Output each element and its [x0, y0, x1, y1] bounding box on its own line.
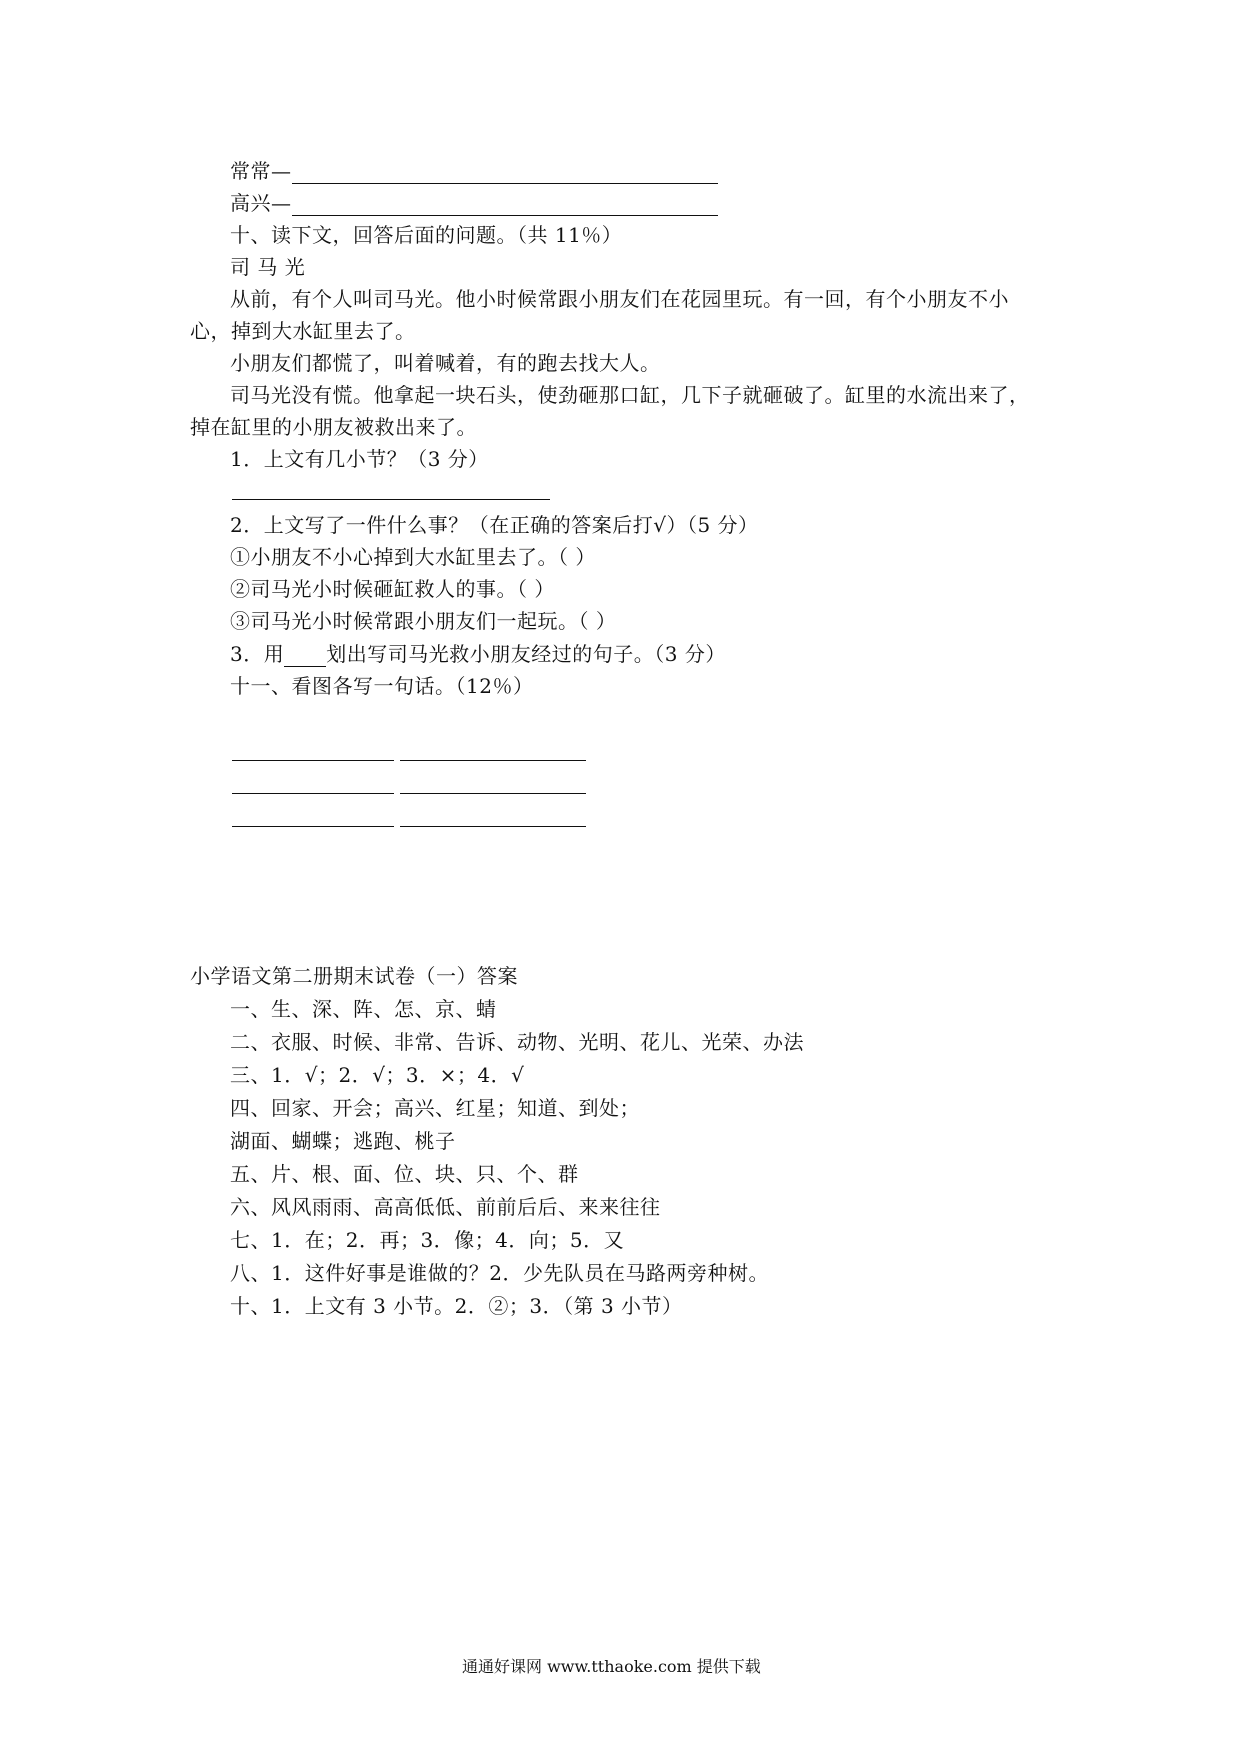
question-3-suffix: 划出写司马光救小朋友经过的句子。（3 分） — [326, 642, 726, 666]
writing-line — [232, 826, 394, 827]
answer-5: 五、片、根、面、位、块、只、个、群 — [230, 1162, 579, 1186]
page-footer: 通通好课网 www.tthaoke.com 提供下载 — [462, 1657, 761, 1676]
word-label: 常常— — [230, 159, 292, 183]
answer-8: 八、1．这件好事是谁做的？2．少先队员在马路两旁种树。 — [230, 1261, 769, 1285]
story-paragraph1-line2: 心，掉到大水缸里去了。 — [190, 319, 416, 343]
writing-line — [232, 760, 394, 761]
answer-7: 七、1．在；2．再；3．像；4．向；5．又 — [230, 1228, 625, 1252]
story-paragraph2: 小朋友们都慌了，叫着喊着，有的跑去找大人。 — [230, 351, 661, 375]
question-3-prefix: 3．用 — [230, 642, 285, 666]
question-3 — [230, 641, 726, 667]
question-2-option-3: ③司马光小时候常跟小朋友们一起玩。（ ） — [230, 609, 617, 633]
question-2-option-1: ①小朋友不小心掉到大水缸里去了。（ ） — [230, 545, 596, 569]
story-paragraph1-line1: 从前，有个人叫司马光。他小时候常跟小朋友们在花园里玩。有一回，有个小朋友不小 — [230, 287, 1009, 311]
story-paragraph3-line2: 掉在缸里的小朋友被救出来了。 — [190, 415, 477, 439]
story-title: 司 马 光 — [230, 255, 306, 279]
answer-4: 四、回家、开会；高兴、红星；知道、到处； — [230, 1096, 640, 1120]
answer-1: 一、生、深、阵、怎、京、蜻 — [230, 997, 497, 1021]
word-label: 高兴— — [230, 191, 292, 215]
question-1: 1．上文有几小节？（3 分） — [230, 447, 489, 471]
word-line-gaoxing — [230, 190, 718, 216]
question-2: 2．上文写了一件什么事？（在正确的答案后打√）（5 分） — [230, 513, 759, 537]
answer-4-continued: 湖面、蝴蝶；逃跑、桃子 — [230, 1129, 456, 1153]
question-2-option-2: ②司马光小时候砸缸救人的事。（ ） — [230, 577, 555, 601]
section10-heading: 十、读下文，回答后面的问题。（共 11％） — [230, 223, 623, 247]
section11-heading: 十一、看图各写一句话。（12％） — [230, 674, 534, 698]
answer-blank — [292, 197, 718, 216]
answers-title: 小学语文第二册期末试卷（一）答案 — [190, 964, 518, 988]
answer-blank-q1 — [232, 499, 550, 500]
writing-line — [400, 826, 586, 827]
writing-line — [232, 793, 394, 794]
story-paragraph3-line1: 司马光没有慌。他拿起一块石头，使劲砸那口缸，几下子就砸破了。缸里的水流出来了， — [230, 383, 1030, 407]
answer-blank — [292, 165, 718, 184]
answer-2: 二、衣服、时候、非常、告诉、动物、光明、花儿、光荣、办法 — [230, 1030, 804, 1054]
writing-line — [400, 793, 586, 794]
answer-3: 三、1．√；2．√；3．×；4．√ — [230, 1063, 525, 1087]
writing-line — [400, 760, 586, 761]
answer-6: 六、风风雨雨、高高低低、前前后后、来来往往 — [230, 1195, 661, 1219]
answer-10: 十、1．上文有 3 小节。2．②；3．（第 3 小节） — [230, 1294, 683, 1318]
underline-sample — [284, 648, 326, 667]
word-line-changchang — [230, 158, 718, 184]
